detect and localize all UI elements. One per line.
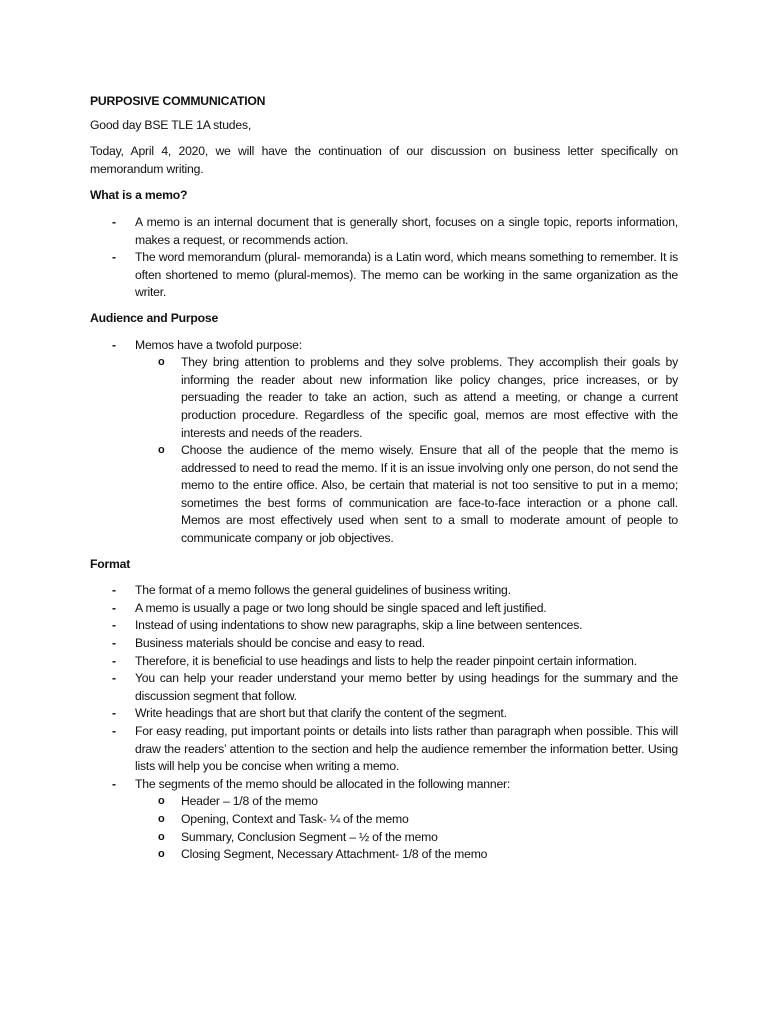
sublist-item xyxy=(90,793,678,811)
sublist-item-text: Closing Segment, Necessary Attachment- 1/8 of the memo xyxy=(181,847,488,862)
sublist-item xyxy=(90,829,678,847)
dash-bullet-icon: - xyxy=(112,653,116,668)
sublist-item xyxy=(90,354,678,442)
document-body xyxy=(90,93,678,872)
list-item-text: A memo is usually a page or two long should be single spaced and left justified. xyxy=(135,600,547,615)
dash-bullet-icon: - xyxy=(112,250,116,265)
list-item-text: Write headings that are short but that clarify the content of the segment. xyxy=(135,706,507,721)
format-list xyxy=(90,582,678,864)
list-item xyxy=(90,776,678,794)
sublist-item-text: Summary, Conclusion Segment – ½ of the memo xyxy=(181,829,438,844)
sublist-item-text: Opening, Context and Task- ¼ of the memo xyxy=(181,811,409,826)
section-heading-format: Format xyxy=(90,556,131,571)
sublist xyxy=(90,793,678,863)
list-item-text: Therefore, it is beneficial to use headings and lists to help the reader pinpoint certain information. xyxy=(135,653,637,668)
list-item-text: For easy reading, put important points or details into lists rather than paragraph when possible. This will draw the readers’ attention to the section and help the audience remember the information better. Using lists will help you be concise when writing a memo. xyxy=(135,724,678,774)
dash-bullet-icon: - xyxy=(112,337,116,352)
list-item-text: Business materials should be concise and easy to read. xyxy=(135,636,425,651)
dash-bullet-icon: - xyxy=(112,776,116,791)
list-item xyxy=(90,249,678,302)
list-item xyxy=(90,635,678,653)
sublist xyxy=(90,354,678,548)
list-item-text: The segments of the memo should be allocated in the following manner: xyxy=(135,776,511,791)
list-item-text: A memo is an internal document that is generally short, focuses on a single topic, reports information, makes a request, or recommends action. xyxy=(135,214,678,247)
dash-bullet-icon: - xyxy=(112,618,116,633)
dash-bullet-icon: - xyxy=(112,671,116,686)
section-heading-what-is-memo: What is a memo? xyxy=(90,188,188,203)
dash-bullet-icon: - xyxy=(112,706,116,721)
circle-bullet-icon: o xyxy=(158,830,165,843)
sublist-item xyxy=(90,811,678,829)
sublist-item-text: Choose the audience of the memo wisely. Ensure that all of the people that the memo is addressed to need to read the memo. If it is an issue involving only one person, do not send the memo to the entire office. Also, be certain that material is not too sensitive to put in a memo; sometimes the best forms of communication are face-to-face interaction or a phone call. Memos are most effectively used when sent to a small to moderate amount of people to communicate company or job objectives. xyxy=(181,443,678,546)
intro-paragraph: Today, April 4, 2020, we will have the continuation of our discussion on business letter specifically on memorandum writing. xyxy=(90,144,678,176)
list-item-text: You can help your reader understand your memo better by using headings for the summary and the discussion segment that follow. xyxy=(135,671,678,703)
sublist-item-text: They bring attention to problems and they solve problems. They accomplish their goals by informing the reader about new information like policy changes, price increases, or by persuading the reader to take an action, such as attend a meeting, or change a current production procedure. Regardless of the specific goal, memos are most effective with the interests and needs of the readers. xyxy=(181,355,678,440)
circle-bullet-icon: o xyxy=(158,444,165,457)
dash-bullet-icon: - xyxy=(112,214,116,229)
circle-bullet-icon: o xyxy=(158,848,165,861)
list-item xyxy=(90,214,678,249)
list-item xyxy=(90,617,678,635)
list-item-text: The format of a memo follows the general guidelines of business writing. xyxy=(135,583,511,598)
dash-bullet-icon: - xyxy=(112,636,116,651)
list-item-text: Memos have a twofold purpose: xyxy=(135,337,302,352)
section-heading-audience-purpose: Audience and Purpose xyxy=(90,310,219,325)
list-item xyxy=(90,653,678,671)
sublist-item-text: Header – 1/8 of the memo xyxy=(181,794,318,809)
document-title: PURPOSIVE COMMUNICATION xyxy=(90,94,266,108)
circle-bullet-icon: o xyxy=(158,356,165,369)
circle-bullet-icon: o xyxy=(158,812,165,825)
audience-purpose-list xyxy=(90,337,678,548)
circle-bullet-icon: o xyxy=(158,795,165,808)
list-item xyxy=(90,600,678,618)
list-item xyxy=(90,582,678,600)
dash-bullet-icon: - xyxy=(112,583,116,598)
list-item xyxy=(90,337,678,355)
dash-bullet-icon: - xyxy=(112,600,116,615)
list-item xyxy=(90,723,678,776)
list-item xyxy=(90,670,678,705)
what-is-memo-list xyxy=(90,214,678,302)
list-item-text: Instead of using indentations to show new paragraphs, skip a line between sentences. xyxy=(135,618,583,633)
list-item-text: The word memorandum (plural- memoranda) is a Latin word, which means something to remember. It is often shortened to memo (plural-memos). The memo can be working in the same organization as the writer. xyxy=(135,250,678,300)
sublist-item xyxy=(90,846,678,864)
list-item xyxy=(90,705,678,723)
sublist-item xyxy=(90,442,678,548)
dash-bullet-icon: - xyxy=(112,724,116,738)
greeting: Good day BSE TLE 1A studes, xyxy=(90,117,252,132)
